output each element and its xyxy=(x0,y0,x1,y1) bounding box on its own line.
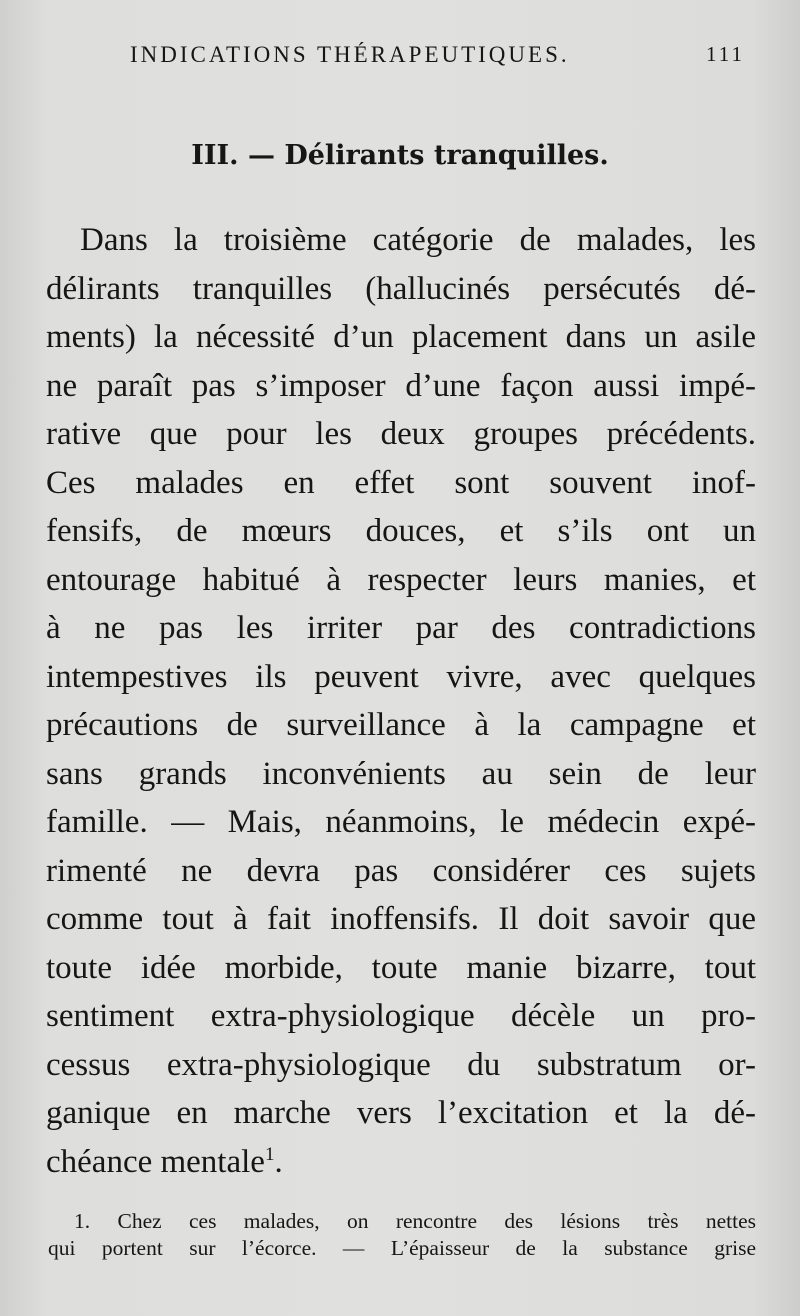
text-line-final xyxy=(46,1138,756,1187)
text-line: entourage habitué à respecter leurs manies, et xyxy=(46,561,756,598)
page-number: 111 xyxy=(706,42,745,66)
footnote-line: qui portent sur l’écorce. — L’épaisseur de la substance grise xyxy=(48,1236,756,1260)
text-line: sentiment extra-physiologique décèle un pro- xyxy=(46,998,756,1034)
running-title: INDICATIONS THÉRAPEUTIQUES. xyxy=(130,42,570,67)
text-line: rative que pour les deux groupes précédents. xyxy=(46,416,756,452)
text-line: sans grands inconvénients au sein de leur xyxy=(46,755,756,792)
text-line: comme tout à fait inoffensifs. Il doit savoir que xyxy=(46,901,756,937)
footnote-line: 1. Chez ces malades, on rencontre des lésions très nettes xyxy=(74,1209,756,1233)
text-line: famille. — Mais, néanmoins, le médecin expé- xyxy=(46,804,756,840)
text-line: ne paraît pas s’imposer d’une façon aussi impé- xyxy=(46,367,756,404)
final-punctuation: . xyxy=(274,1143,283,1180)
section-heading: III. — Délirants tranquilles. xyxy=(191,140,609,171)
text-line: cessus extra-physiologique du substratum or- xyxy=(46,1046,756,1083)
text-line: ganique en marche vers l’excitation et la dé- xyxy=(46,1095,756,1131)
text-line: ments) la nécessité d’un placement dans un asile xyxy=(46,319,756,355)
running-head xyxy=(0,42,800,76)
body-paragraph xyxy=(46,216,756,1186)
text-line: Ces malades en effet sont souvent inof- xyxy=(46,464,756,501)
text-line: toute idée morbide, toute manie bizarre, tout xyxy=(46,949,756,986)
text-line: à ne pas les irriter par des contradictions xyxy=(46,610,756,646)
text-line: délirants tranquilles (hallucinés persécutés dé- xyxy=(46,270,756,307)
footnote-reference[interactable]: 1 xyxy=(264,1143,275,1165)
footnote xyxy=(48,1208,756,1262)
text-line: intempestives ils peuvent vivre, avec quelques xyxy=(46,658,756,695)
text-line: précautions de surveillance à la campagne et xyxy=(46,707,756,743)
final-line-text: chéance mentale xyxy=(46,1143,265,1180)
text-line: rimenté ne devra pas considérer ces sujets xyxy=(46,852,756,889)
text-line: fensifs, de mœurs douces, et s’ils ont un xyxy=(46,513,756,549)
text-line: Dans la troisième catégorie de malades, les xyxy=(80,222,756,258)
